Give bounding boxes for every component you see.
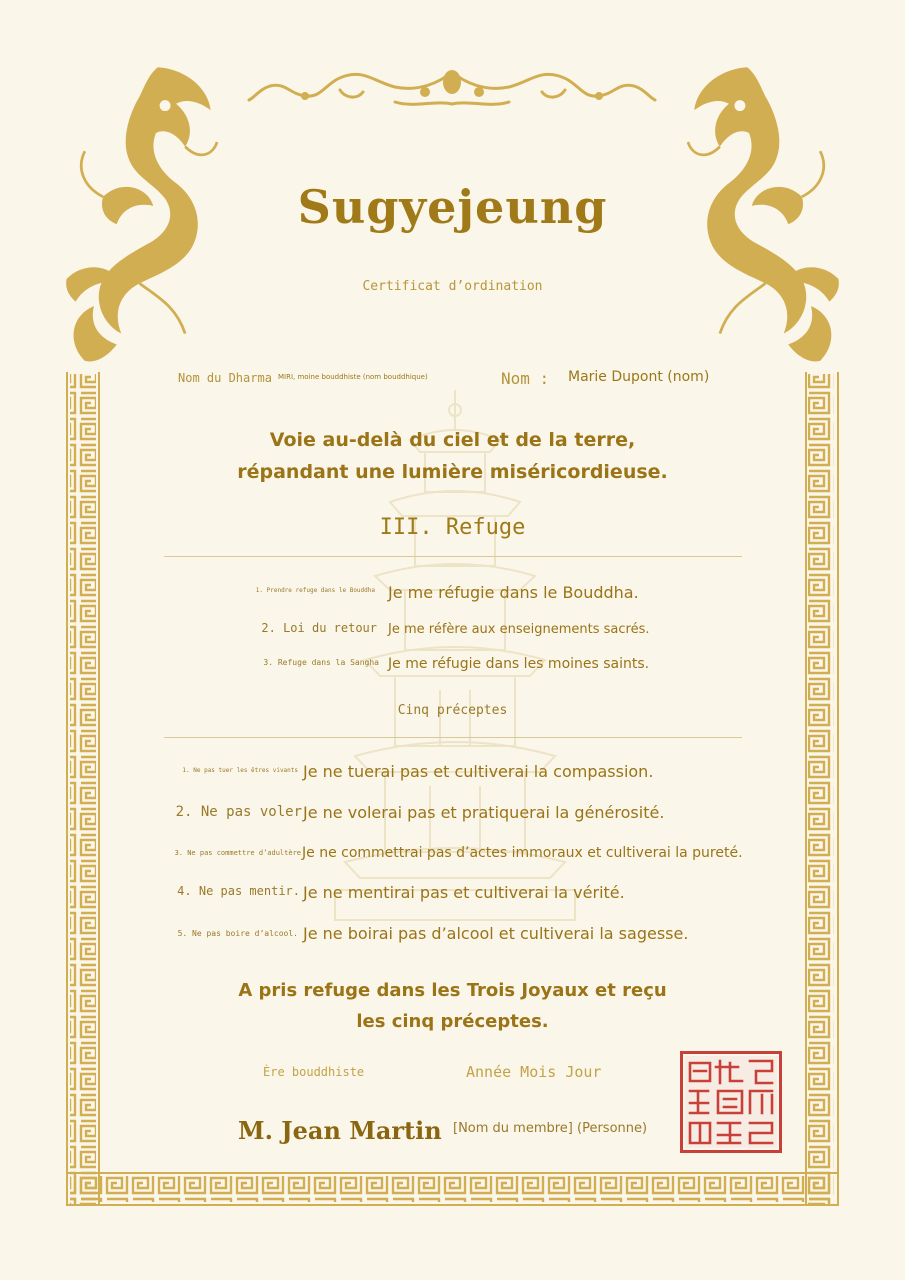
section-refuge-heading: III. Refuge [379, 515, 526, 540]
name-value: Marie Dupont (nom) [568, 369, 710, 385]
refuge-text: Je me réfugie dans le Bouddha. [388, 583, 639, 602]
verse-line-2: répandant une lumière miséricordieuse. [237, 461, 668, 483]
precept-text: Je ne mentirai pas et cultiverai la vérité. [303, 883, 625, 902]
page-title: Sugyejeung [297, 180, 608, 234]
ornament-top-icon [245, 62, 660, 112]
master-name: M. Jean Martin [238, 1116, 442, 1145]
dharma-name-value: MIRI, moine bouddhiste (nom bouddhique) [278, 373, 428, 381]
verse-line-1: Voie au-delà du ciel et de la terre, [269, 429, 636, 451]
precept-text: Je ne boirai pas d’alcool et cultiverai la sagesse. [303, 924, 689, 943]
dharma-name-label: Nom du Dharma [178, 371, 272, 385]
precept-text: Je ne volerai pas et pratiquerai la générosité. [303, 803, 665, 822]
closing-line-2: les cinq préceptes. [356, 1011, 549, 1032]
precept-label: 3. Ne pas commettre d’adultère [174, 849, 301, 857]
precept-label: 4. Ne pas mentir. [177, 884, 300, 898]
precept-text: Je ne tuerai pas et cultiverai la compassion. [303, 762, 654, 781]
certificate-subtitle: Certificat d’ordination [362, 279, 543, 294]
divider [164, 737, 742, 738]
refuge-text: Je me réfugie dans les moines saints. [388, 656, 650, 672]
name-label: Nom : [501, 369, 550, 388]
precept-label: 5. Ne pas boire d’alcool. [177, 929, 298, 938]
divider [164, 556, 742, 557]
era-label: Ère bouddhiste [263, 1065, 365, 1079]
section-precepts-heading: Cinq préceptes [397, 703, 508, 718]
precept-label: 2. Ne pas voler [175, 804, 302, 820]
date-label: Année Mois Jour [466, 1063, 602, 1081]
member-label: [Nom du membre] (Personne) [453, 1121, 648, 1136]
refuge-label: 1. Prendre refuge dans le Bouddha [255, 587, 375, 594]
closing-line-1: A pris refuge dans les Trois Joyaux et reçu [238, 980, 667, 1001]
refuge-label: 2. Loi du retour [261, 621, 377, 635]
red-seal-icon [680, 1051, 782, 1153]
precept-text: Je ne commettrai pas d’actes immoraux et cultiverai la pureté. [302, 845, 743, 861]
refuge-text: Je me réfère aux enseignements sacrés. [388, 622, 650, 637]
precept-label: 1. Ne pas tuer les êtres vivants [182, 767, 298, 774]
refuge-label: 3. Refuge dans la Sangha [263, 658, 379, 667]
